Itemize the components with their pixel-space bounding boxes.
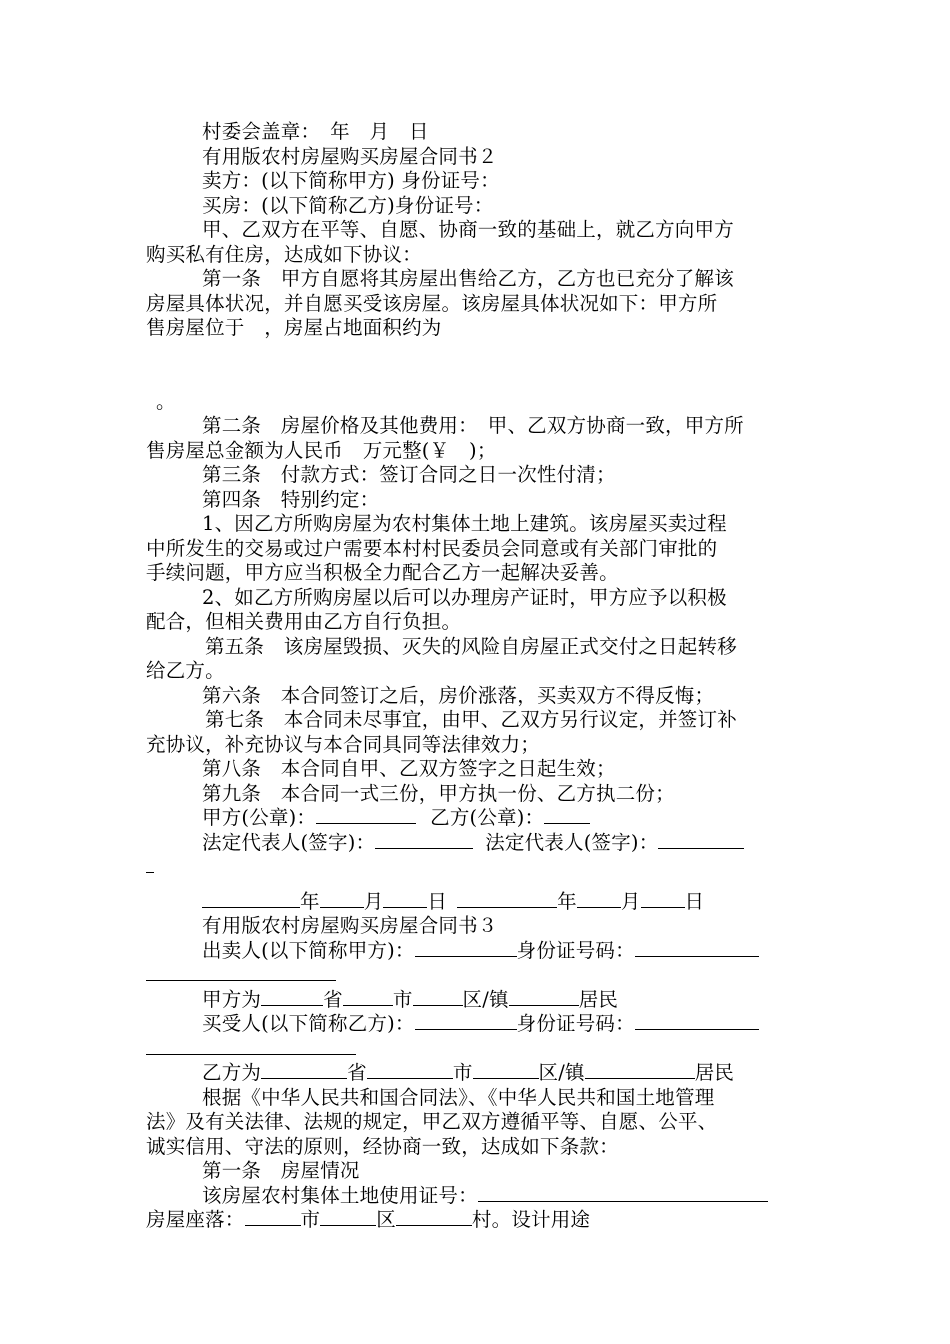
wrap-underline: [146, 855, 806, 880]
article-heading: 第一条 房屋情况: [202, 1159, 360, 1182]
representative-line: 法定代表人(签字)： 法定代表人(签字)：: [146, 831, 806, 856]
article-7-line: 第七条 本合同未尽事宜，由甲、乙双方另行议定，并签订补: [205, 708, 737, 731]
contract-title-2: 有用版农村房屋购买房屋合同书２: [202, 144, 498, 168]
land-cert-line: 该房屋农村集体土地使用证号：: [146, 1184, 806, 1209]
date-line: 年 月 日 年 月 日: [146, 890, 806, 915]
wrap-underline: [146, 963, 806, 988]
article-5-line: 第五条 该房屋毁损、灭失的风险自房屋正式交付之日起转移: [205, 634, 737, 658]
wrap-underline: [146, 1037, 806, 1062]
clause-2-line: 2、如乙方所购房屋以后可以办理房产证时，甲方应予以积极: [202, 585, 727, 609]
paragraph-line: 根据《中华人民共和国合同法》、《中华人民共和国土地管理: [202, 1085, 715, 1109]
party-b-seal-blank: [544, 806, 590, 824]
blank-space: [146, 341, 806, 390]
paragraph-line: 给乙方。: [146, 659, 225, 682]
paragraph-line: 中所发生的交易或过户需要本村村民委员会同意或有关部门审批的: [146, 536, 718, 560]
party-b-rep-blank: [658, 831, 744, 849]
paragraph-line: 充协议，补充协议与本合同具同等法律效力；: [146, 732, 541, 756]
party-a-seal-blank: [316, 806, 416, 824]
article-2-line: 第二条 房屋价格及其他费用： 甲、乙双方协商一致，甲方所: [202, 414, 744, 437]
paragraph-line: 售房屋总金额为人民币 万元整(￥ )；: [146, 438, 497, 462]
article-3-line: 第三条 付款方式：签订合同之日一次性付清；: [202, 463, 616, 486]
village-seal-line: 村委会盖章： 年 月 日: [202, 120, 429, 143]
article-4-line: 第四条 特别约定：: [202, 487, 380, 511]
article-1-line: 第一条 甲方自愿将其房屋出售给乙方，乙方也已充分了解该: [202, 267, 734, 290]
article-8-line: 第八条 本合同自甲、乙双方签字之日起生效；: [202, 757, 616, 780]
article-9-line: 第九条 本合同一式三份，甲方执一份、乙方执二份；: [202, 781, 675, 805]
paragraph-line: 诚实信用、守法的原则，经协商一致，达成如下条款：: [146, 1134, 619, 1158]
paragraph-line: 配合，但相关费用由乙方自行负担。: [146, 610, 462, 633]
paragraph-line: 手续问题，甲方应当积极全力配合乙方一起解决妥善。: [146, 561, 619, 584]
seller-id-line: 出卖人(以下简称甲方)： 身份证号码：: [146, 939, 806, 964]
party-a-residence-line: 甲方为 省 市 区/镇 居民: [202, 987, 619, 1011]
paragraph-line: 法》及有关法律、法规的规定，甲乙双方遵循平等、自愿、公平、: [146, 1110, 718, 1133]
seal-line: 甲方(公章)： 乙方(公章)：: [146, 806, 806, 831]
contract-document: [146, 120, 806, 1233]
party-b-residence-line: 乙方为 省 市 区/镇 居民: [202, 1061, 735, 1084]
paragraph-line: 房屋具体状况，并自愿买受该房屋。该房屋具体状况如下：甲方所: [146, 291, 718, 315]
paragraph-line: 甲、乙双方在平等、自愿、协商一致的基础上，就乙方向甲方: [202, 218, 734, 241]
contract-title-3: 有用版农村房屋购买房屋合同书３: [202, 914, 498, 937]
buyer-line: 买房：(以下简称乙方)身份证号：: [202, 193, 494, 217]
buyer-id-line: 买受人(以下简称乙方)： 身份证号码：: [146, 1012, 806, 1037]
party-a-rep-blank: [375, 831, 473, 849]
article-6-line: 第六条 本合同签订之后，房价涨落，买卖双方不得反悔；: [202, 683, 715, 707]
clause-1-line: 1、因乙方所购房屋为农村集体土地上建筑。该房屋买卖过程: [202, 512, 727, 535]
paragraph-line: 售房屋位于 ，房屋占地面积约为: [146, 316, 442, 339]
period-line: 。: [156, 389, 176, 413]
seller-line: 卖方：(以下简称甲方) 身份证号：: [202, 169, 500, 192]
location-line: 房屋座落： 市 区 村。设计用途: [146, 1208, 591, 1231]
paragraph-line: 购买私有住房，达成如下协议：: [146, 242, 422, 266]
